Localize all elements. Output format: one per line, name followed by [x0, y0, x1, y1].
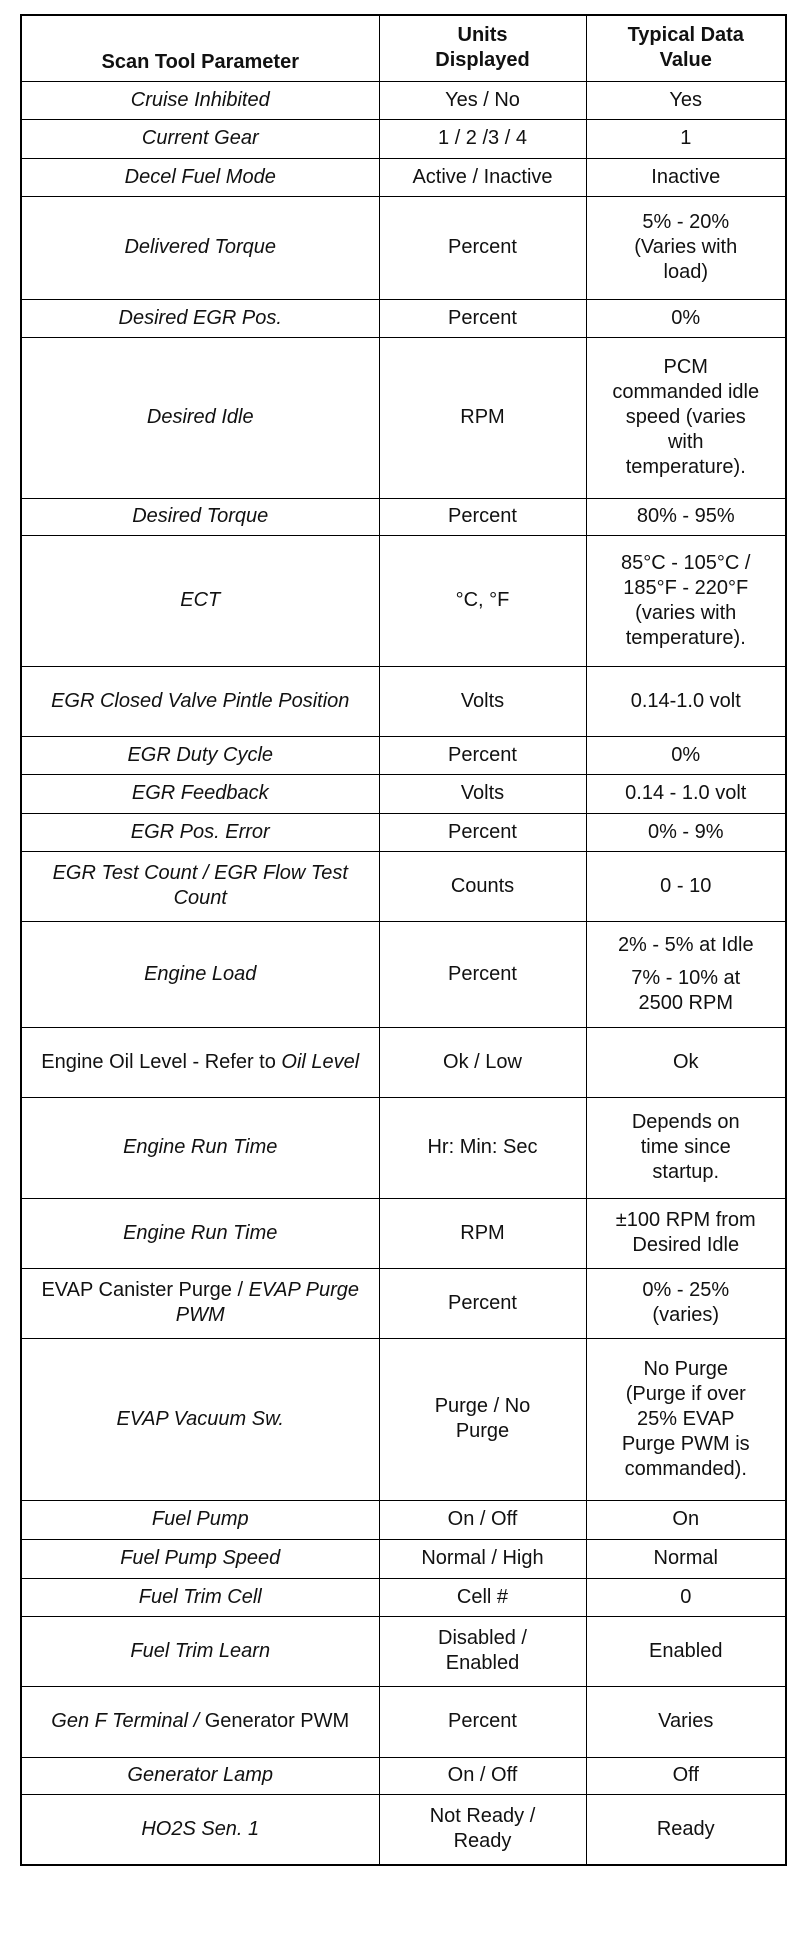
- units-cell: [379, 535, 586, 666]
- value-cell: [586, 1500, 786, 1539]
- value-cell: [586, 1578, 786, 1616]
- table-row: [21, 1686, 786, 1757]
- units-cell: [379, 1097, 586, 1198]
- table-body: [21, 81, 786, 1865]
- value-text: temperature).: [625, 626, 746, 649]
- parameter-text: Fuel Trim Cell: [138, 1585, 262, 1608]
- table-row: [21, 1268, 786, 1338]
- value-text: Desired Idle: [632, 1234, 740, 1256]
- parameter-text: EGR Closed Valve Pintle Position: [51, 689, 350, 712]
- table-row: [21, 1027, 786, 1097]
- parameter-text: Engine Run Time: [123, 1136, 278, 1158]
- table-row: [21, 119, 786, 158]
- value-cell: [586, 196, 786, 299]
- header-row: [21, 15, 786, 81]
- parameter-cell: [21, 196, 379, 299]
- value-text: load): [663, 261, 708, 283]
- parameter-text: ECT: [180, 589, 221, 611]
- units-cell: [379, 196, 586, 299]
- value-text: time since: [640, 1136, 731, 1158]
- units-text: Percent: [448, 1291, 517, 1314]
- value-text: 0% - 9%: [647, 820, 724, 843]
- value-text: 0: [680, 1585, 692, 1608]
- units-text: Percent: [448, 236, 517, 258]
- header-value: Typical Data Value: [586, 15, 786, 81]
- parameter-text: EGR Test Count / EGR Flow Test Count: [52, 862, 348, 909]
- units-text: Ready: [453, 1830, 512, 1853]
- parameter-text: EGR Duty Cycle: [127, 743, 274, 766]
- parameter-cell: [21, 1198, 379, 1268]
- units-text: Volts: [460, 689, 505, 712]
- table-row: [21, 337, 786, 498]
- value-text: Purge PWM is: [621, 1432, 750, 1455]
- value-text: 0%: [671, 743, 701, 766]
- value-cell: [586, 1097, 786, 1198]
- parameter-cell: [21, 813, 379, 851]
- value-text: 1: [680, 127, 692, 149]
- parameter-cell: [21, 666, 379, 736]
- value-text: (varies): [652, 1304, 720, 1326]
- units-cell: [379, 1268, 586, 1338]
- value-cell: [586, 851, 786, 921]
- units-text: Percent: [448, 962, 517, 985]
- parameter-text: Current Gear: [141, 127, 259, 149]
- value-text: On: [672, 1508, 700, 1530]
- table-row: [21, 666, 786, 736]
- parameter-text: Desired Torque: [132, 505, 269, 527]
- units-cell: [379, 337, 586, 498]
- table-row: [21, 196, 786, 299]
- units-text: Percent: [448, 743, 517, 766]
- units-text: Percent: [448, 1710, 517, 1732]
- value-text: 185°F - 220°F: [623, 576, 749, 599]
- value-text: 0 - 10: [660, 874, 712, 897]
- table-row: [21, 158, 786, 196]
- value-cell: [586, 1539, 786, 1578]
- parameter-cell: [21, 1578, 379, 1616]
- table-header: [21, 15, 786, 81]
- parameter-text: Desired EGR Pos.: [118, 306, 282, 329]
- units-cell: [379, 921, 586, 1027]
- value-text: speed (varies: [625, 406, 746, 428]
- value-cell: [586, 119, 786, 158]
- scan-tool-parameter-table: [20, 14, 787, 1866]
- table-row: [21, 851, 786, 921]
- units-text: Hr: Min: Sec: [427, 1136, 538, 1158]
- parameter-cell: [21, 851, 379, 921]
- parameter-text: HO2S Sen. 1: [141, 1817, 260, 1840]
- parameter-cell: [21, 921, 379, 1027]
- units-text: Percent: [448, 505, 517, 527]
- value-cell: [586, 813, 786, 851]
- units-text: Not Ready /: [429, 1805, 536, 1828]
- units-text: RPM: [460, 1221, 505, 1244]
- units-cell: [379, 1616, 586, 1686]
- units-cell: [379, 1500, 586, 1539]
- parameter-text: Generator Lamp: [127, 1764, 274, 1786]
- parameter-cell: [21, 119, 379, 158]
- parameter-text: Gen F Terminal /: [51, 1710, 205, 1732]
- units-text: Purge: [455, 1420, 510, 1442]
- units-text: Yes / No: [445, 88, 520, 111]
- units-cell: [379, 1578, 586, 1616]
- parameter-cell: [21, 1686, 379, 1757]
- value-text: Ok: [672, 1050, 699, 1073]
- value-cell: [586, 736, 786, 774]
- parameter-text: EVAP Vacuum Sw.: [116, 1407, 284, 1430]
- units-cell: [379, 1686, 586, 1757]
- parameter-cell: [21, 1794, 379, 1865]
- table-row: [21, 1097, 786, 1198]
- parameter-cell: [21, 1097, 379, 1198]
- table-row: [21, 1500, 786, 1539]
- parameter-text: Cruise Inhibited: [130, 88, 270, 111]
- table-row: [21, 1757, 786, 1794]
- parameter-text: Engine Load: [144, 962, 257, 985]
- parameter-text: Decel Fuel Mode: [124, 165, 276, 188]
- value-text: commanded idle: [612, 381, 760, 403]
- header-units: Units Displayed: [379, 15, 586, 81]
- value-text: (varies with: [635, 601, 737, 624]
- units-cell: [379, 1757, 586, 1794]
- units-cell: [379, 1198, 586, 1268]
- parameter-table-sheet: [20, 14, 785, 1866]
- value-cell: [586, 921, 786, 1027]
- value-text: Ready: [656, 1817, 715, 1840]
- value-text: 0%: [671, 306, 701, 329]
- parameter-text: Desired Idle: [146, 406, 254, 428]
- units-text: °C, °F: [455, 589, 510, 611]
- units-text: Cell #: [456, 1585, 509, 1608]
- value-text: PCM: [663, 356, 708, 378]
- units-text: Purge / No: [434, 1395, 531, 1417]
- parameter-cell: [21, 736, 379, 774]
- value-cell: [586, 1198, 786, 1268]
- value-text: 0.14 - 1.0 volt: [625, 782, 747, 804]
- parameter-cell: [21, 337, 379, 498]
- parameter-text: Oil Level: [281, 1050, 360, 1073]
- units-text: On / Off: [447, 1508, 518, 1530]
- units-text: Percent: [448, 820, 517, 843]
- units-cell: [379, 774, 586, 813]
- table-row: [21, 1338, 786, 1500]
- units-cell: [379, 1539, 586, 1578]
- units-text: 1 / 2 /3 / 4: [438, 127, 527, 149]
- value-cell: [586, 498, 786, 535]
- parameter-cell: [21, 774, 379, 813]
- units-cell: [379, 498, 586, 535]
- units-text: Volts: [460, 782, 505, 804]
- table-row: [21, 774, 786, 813]
- value-text: 5% - 20%: [642, 211, 730, 233]
- value-cell: [586, 774, 786, 813]
- parameter-cell: [21, 1500, 379, 1539]
- parameter-text: Fuel Pump: [151, 1508, 249, 1530]
- units-text: On / Off: [447, 1764, 518, 1786]
- parameter-cell: [21, 1757, 379, 1794]
- units-cell: [379, 813, 586, 851]
- parameter-cell: [21, 535, 379, 666]
- parameter-cell: [21, 1268, 379, 1338]
- value-text: temperature).: [625, 456, 746, 478]
- units-text: Normal / High: [421, 1547, 544, 1569]
- value-text: 2% - 5% at Idle: [617, 933, 754, 956]
- value-text: (Purge if over: [625, 1382, 746, 1405]
- units-cell: [379, 119, 586, 158]
- units-cell: [379, 1794, 586, 1865]
- units-text: Ok / Low: [443, 1050, 522, 1073]
- value-cell: [586, 1616, 786, 1686]
- table-row: [21, 921, 786, 1027]
- units-cell: [379, 158, 586, 196]
- value-text: Depends on: [631, 1111, 740, 1133]
- value-text: 85°C - 105°C /: [621, 551, 751, 574]
- value-cell: [586, 1338, 786, 1500]
- units-text: Disabled /: [438, 1627, 527, 1649]
- value-text: No Purge: [643, 1357, 728, 1380]
- parameter-text: Fuel Trim Learn: [130, 1639, 271, 1662]
- parameter-text: EGR Pos. Error: [130, 820, 270, 843]
- parameter-text: Generator PWM: [204, 1710, 350, 1732]
- table-row: [21, 813, 786, 851]
- units-text: Enabled: [445, 1652, 520, 1674]
- units-text: RPM: [460, 406, 505, 428]
- parameter-text: EVAP Purge PWM: [175, 1279, 360, 1326]
- value-cell: [586, 1686, 786, 1757]
- table-row: [21, 1794, 786, 1865]
- units-cell: [379, 666, 586, 736]
- parameter-text: Engine Run Time: [123, 1221, 278, 1244]
- parameter-cell: [21, 81, 379, 119]
- units-text: Active / Inactive: [412, 165, 553, 188]
- value-cell: [586, 535, 786, 666]
- value-text: startup.: [652, 1161, 720, 1183]
- units-text: Counts: [450, 874, 515, 897]
- value-text: 7% - 10% at: [631, 966, 741, 989]
- table-row: [21, 1616, 786, 1686]
- parameter-text: Fuel Pump Speed: [120, 1547, 281, 1569]
- value-text: Off: [672, 1764, 699, 1786]
- table-row: [21, 1198, 786, 1268]
- table-row: [21, 299, 786, 337]
- parameter-text: Engine Oil Level - Refer to: [41, 1050, 282, 1073]
- header-parameter: Scan Tool Parameter: [21, 15, 379, 81]
- parameter-text: EVAP Canister Purge /: [41, 1279, 249, 1301]
- units-text: Percent: [448, 306, 517, 329]
- units-cell: [379, 81, 586, 119]
- parameter-cell: [21, 158, 379, 196]
- value-text: (Varies with: [634, 236, 738, 258]
- value-text: Yes: [669, 88, 703, 111]
- parameter-cell: [21, 1616, 379, 1686]
- value-cell: [586, 81, 786, 119]
- value-text: 2500 RPM: [638, 991, 733, 1014]
- value-text: Enabled: [649, 1639, 723, 1662]
- value-text: Varies: [658, 1710, 714, 1732]
- parameter-text: EGR Feedback: [131, 782, 269, 804]
- units-cell: [379, 299, 586, 337]
- units-cell: [379, 851, 586, 921]
- parameter-text: Delivered Torque: [124, 236, 277, 258]
- value-cell: [586, 1757, 786, 1794]
- parameter-cell: [21, 1539, 379, 1578]
- value-text: 80% - 95%: [636, 505, 735, 527]
- table-row: [21, 1578, 786, 1616]
- table-row: [21, 1539, 786, 1578]
- value-cell: [586, 337, 786, 498]
- value-text: 0% - 25%: [642, 1279, 730, 1301]
- value-cell: [586, 158, 786, 196]
- value-text: ±100 RPM from: [615, 1209, 756, 1231]
- parameter-cell: [21, 1027, 379, 1097]
- value-text: commanded).: [624, 1457, 747, 1480]
- value-cell: [586, 1794, 786, 1865]
- value-cell: [586, 299, 786, 337]
- value-text: Normal: [653, 1547, 718, 1569]
- units-cell: [379, 1338, 586, 1500]
- value-text: Inactive: [651, 165, 721, 188]
- table-row: [21, 498, 786, 535]
- value-text: 0.14-1.0 volt: [630, 689, 741, 712]
- parameter-cell: [21, 498, 379, 535]
- parameter-cell: [21, 1338, 379, 1500]
- units-cell: [379, 1027, 586, 1097]
- value-cell: [586, 1268, 786, 1338]
- parameter-cell: [21, 299, 379, 337]
- value-text: with: [667, 431, 704, 453]
- value-text: 25% EVAP: [637, 1407, 735, 1430]
- table-row: [21, 81, 786, 119]
- units-cell: [379, 736, 586, 774]
- table-row: [21, 535, 786, 666]
- table-row: [21, 736, 786, 774]
- value-cell: [586, 1027, 786, 1097]
- value-cell: [586, 666, 786, 736]
